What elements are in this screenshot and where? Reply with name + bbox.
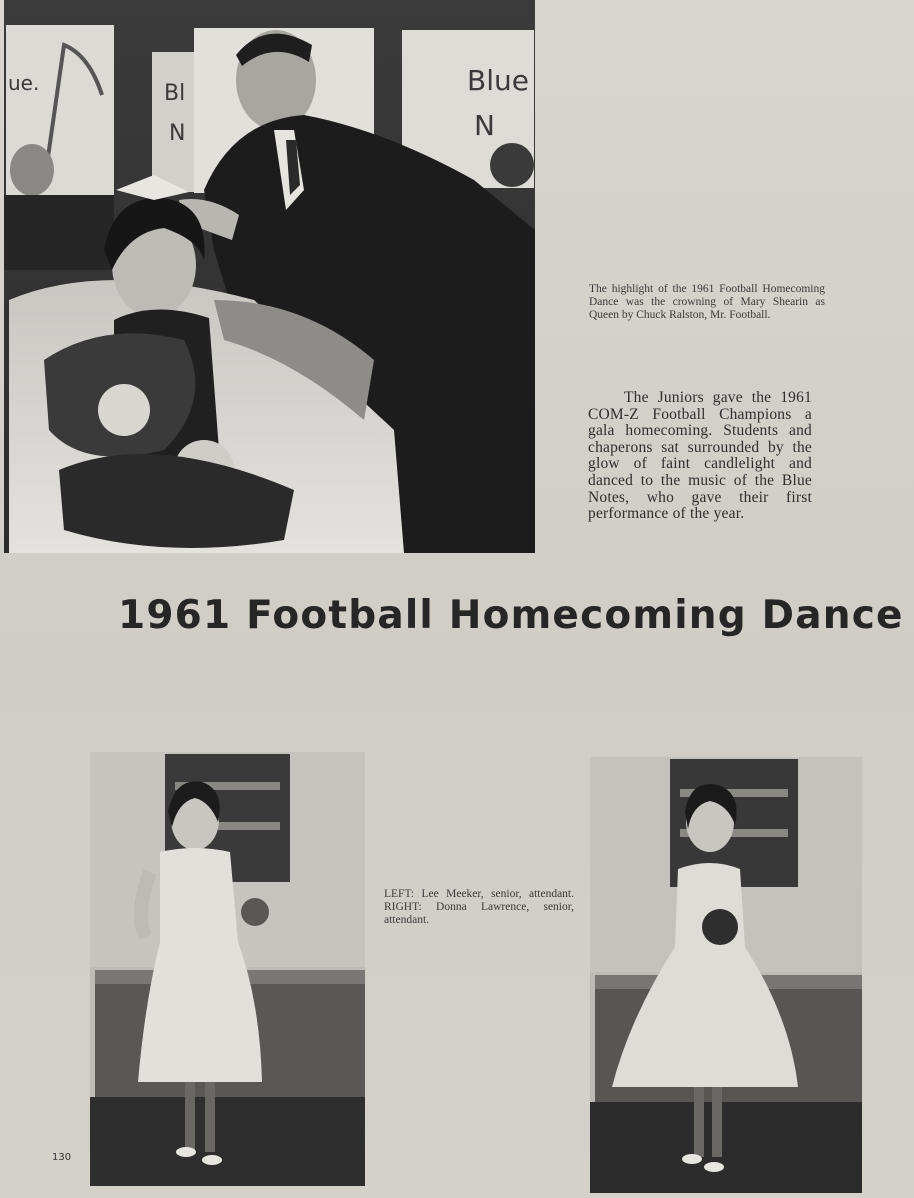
- sign-mid-text-2: N: [169, 121, 186, 146]
- page-number: 130: [52, 1152, 72, 1163]
- sign-mid-text-1: Bl: [164, 81, 186, 106]
- attendants-caption: LEFT: Lee Meeker, senior, attendant. RIGHT: Donna Lawrence, senior, attendant.: [384, 888, 574, 926]
- sign-left-text: ue.: [8, 71, 40, 95]
- sign-right-text-2: N: [474, 109, 495, 142]
- attendant-left-art: [90, 752, 365, 1186]
- attendant-right-art: [590, 757, 862, 1193]
- page-headline: 1961 Football Homecoming Dance: [118, 593, 904, 638]
- attendant-photo-right: [590, 757, 862, 1193]
- article-paragraph: The Juniors gave the 1961 COM-Z Football Champions a gala homecoming. Students and chaperons sat surrounded by the glow of faint candlelight and danced to the music of the Blue Notes, who gave their first performance of the year.: [588, 389, 812, 523]
- coronation-caption: The highlight of the 1961 Football Homecoming Dance was the crowning of Mary Shearin as Queen by Chuck Ralston, Mr. Football.: [589, 283, 825, 321]
- coronation-photo-art: [4, 0, 535, 553]
- sign-right-text-1: Blue: [467, 64, 529, 97]
- attendant-photo-left: [90, 752, 365, 1186]
- coronation-photo: [4, 0, 535, 553]
